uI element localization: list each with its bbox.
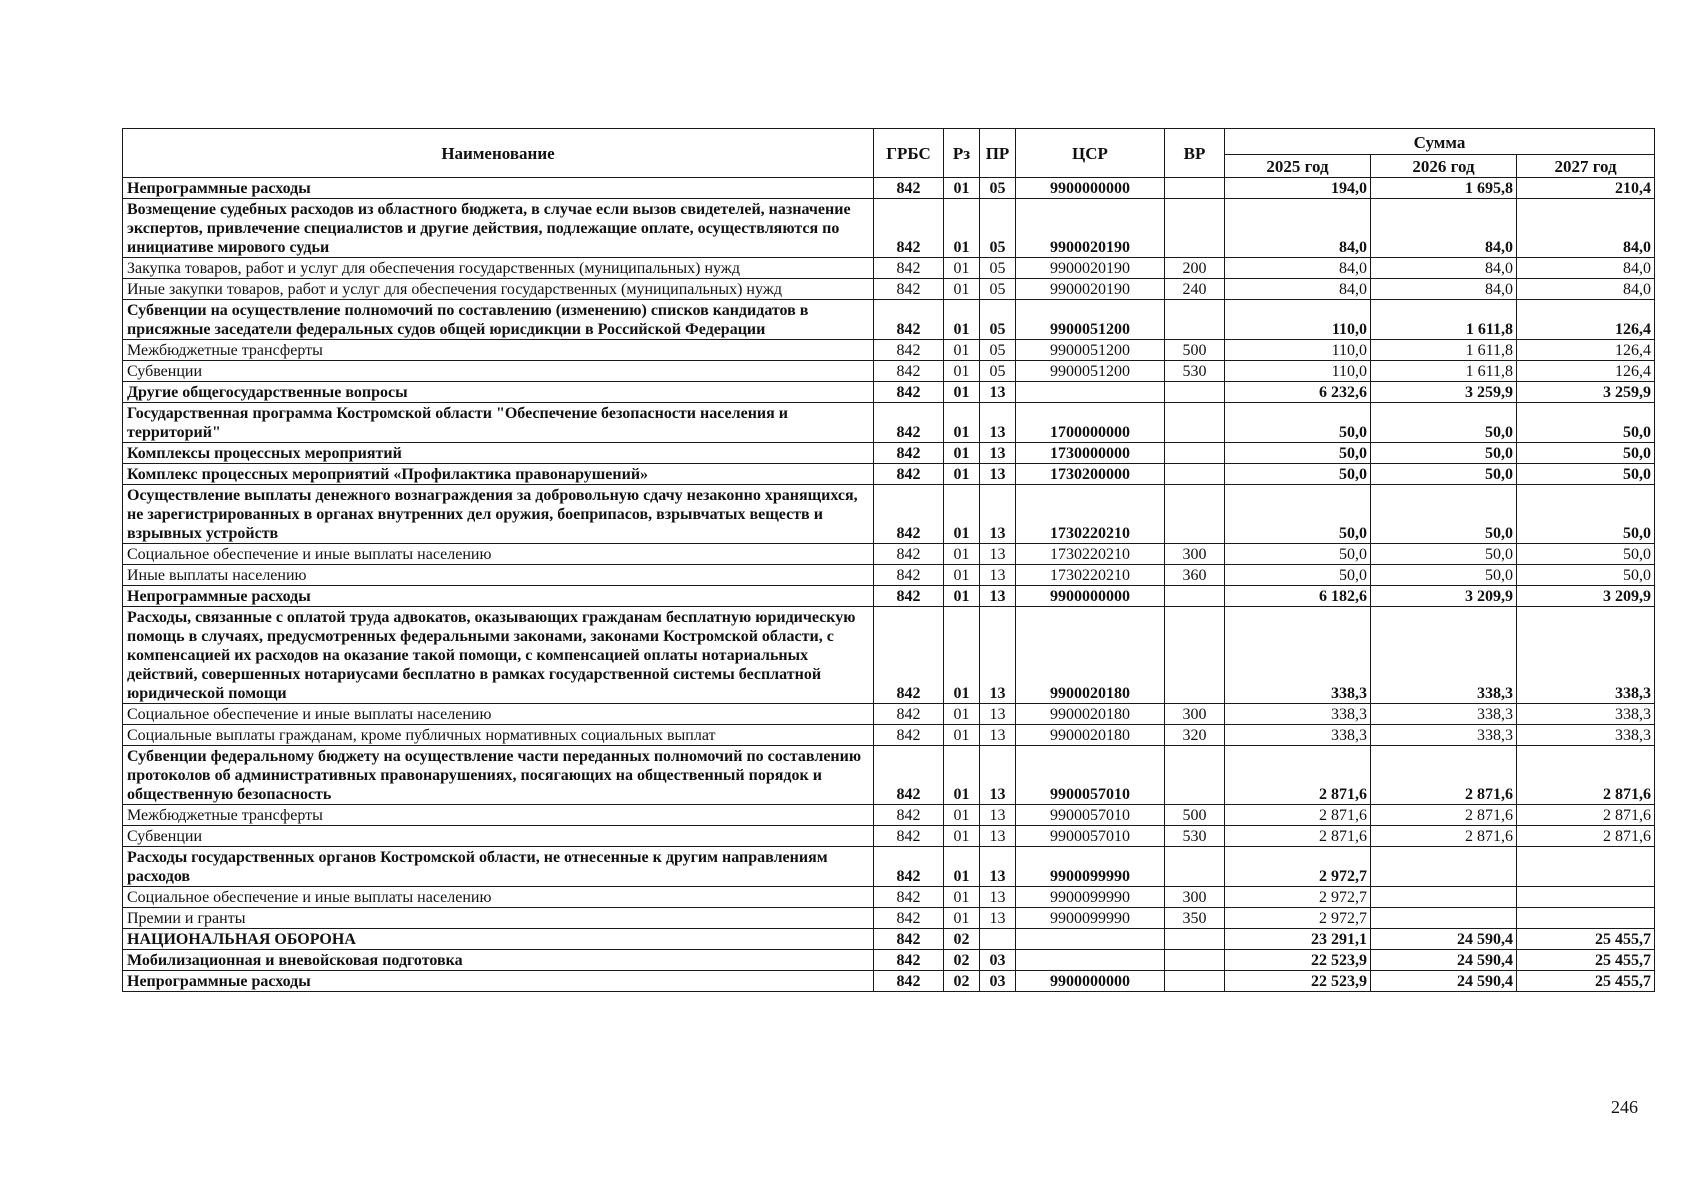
table-row	[123, 279, 1655, 300]
cell-2027: 50,0	[1517, 565, 1655, 586]
cell-pr: 05	[980, 178, 1016, 199]
cell-pr: 13	[980, 746, 1016, 805]
header-rz: Рз	[944, 129, 980, 178]
cell-rz: 01	[944, 464, 980, 485]
cell-rz: 01	[944, 826, 980, 847]
cell-vr: 350	[1165, 908, 1225, 929]
cell-pr: 05	[980, 258, 1016, 279]
cell-2026: 2 871,6	[1371, 746, 1517, 805]
cell-rz: 01	[944, 908, 980, 929]
cell-pr: 13	[980, 443, 1016, 464]
cell-2025: 2 871,6	[1225, 746, 1371, 805]
cell-rz: 01	[944, 887, 980, 908]
table-row	[123, 464, 1655, 485]
cell-name: Осуществление выплаты денежного вознаграждения за добровольную сдачу незаконно хранящихся, не зарегистрированных в органах внутренних дел оружия, боеприпасов, взрывчатых веществ и взрывных устройств	[123, 485, 874, 544]
cell-csr	[1016, 950, 1165, 971]
cell-2027: 126,4	[1517, 361, 1655, 382]
cell-grbs: 842	[874, 971, 944, 992]
cell-name: Межбюджетные трансферты	[123, 340, 874, 361]
cell-rz: 01	[944, 443, 980, 464]
table-row	[123, 258, 1655, 279]
cell-2025: 84,0	[1225, 199, 1371, 258]
cell-name: Социальное обеспечение и иные выплаты населению	[123, 704, 874, 725]
cell-vr: 300	[1165, 704, 1225, 725]
cell-vr	[1165, 485, 1225, 544]
cell-rz: 01	[944, 847, 980, 887]
cell-2027: 338,3	[1517, 725, 1655, 746]
cell-csr: 9900057010	[1016, 746, 1165, 805]
cell-2025: 50,0	[1225, 464, 1371, 485]
cell-2025: 2 871,6	[1225, 805, 1371, 826]
cell-csr: 9900020190	[1016, 279, 1165, 300]
cell-csr: 9900051200	[1016, 340, 1165, 361]
cell-2027	[1517, 908, 1655, 929]
table-row	[123, 908, 1655, 929]
table-row	[123, 586, 1655, 607]
cell-2025: 84,0	[1225, 258, 1371, 279]
cell-2025: 110,0	[1225, 361, 1371, 382]
cell-csr	[1016, 382, 1165, 403]
cell-2027: 338,3	[1517, 704, 1655, 725]
cell-2026: 50,0	[1371, 403, 1517, 443]
cell-grbs: 842	[874, 382, 944, 403]
cell-2027: 84,0	[1517, 279, 1655, 300]
cell-pr: 13	[980, 565, 1016, 586]
cell-name: Мобилизационная и вневойсковая подготовка	[123, 950, 874, 971]
cell-2026: 1 611,8	[1371, 300, 1517, 340]
cell-vr	[1165, 199, 1225, 258]
budget-table	[122, 128, 1655, 992]
cell-name: Иные выплаты населению	[123, 565, 874, 586]
cell-name: Субвенции	[123, 361, 874, 382]
cell-2026: 84,0	[1371, 258, 1517, 279]
table-row	[123, 485, 1655, 544]
cell-2026: 1 611,8	[1371, 361, 1517, 382]
cell-vr: 240	[1165, 279, 1225, 300]
cell-2026: 338,3	[1371, 704, 1517, 725]
table-row	[123, 746, 1655, 805]
header-vr: ВР	[1165, 129, 1225, 178]
cell-name: Межбюджетные трансферты	[123, 805, 874, 826]
cell-csr: 1700000000	[1016, 403, 1165, 443]
cell-vr	[1165, 929, 1225, 950]
cell-2027: 25 455,7	[1517, 971, 1655, 992]
cell-pr: 05	[980, 340, 1016, 361]
cell-vr	[1165, 971, 1225, 992]
cell-2025: 22 523,9	[1225, 950, 1371, 971]
cell-vr: 530	[1165, 826, 1225, 847]
cell-pr: 13	[980, 586, 1016, 607]
header-name: Наименование	[123, 129, 874, 178]
table-row	[123, 565, 1655, 586]
cell-2027: 84,0	[1517, 258, 1655, 279]
cell-csr: 9900000000	[1016, 178, 1165, 199]
cell-2027: 25 455,7	[1517, 950, 1655, 971]
cell-2027: 126,4	[1517, 300, 1655, 340]
cell-2027: 338,3	[1517, 607, 1655, 704]
cell-pr: 05	[980, 279, 1016, 300]
cell-pr: 13	[980, 607, 1016, 704]
table-row	[123, 178, 1655, 199]
table-row	[123, 361, 1655, 382]
cell-2027: 50,0	[1517, 464, 1655, 485]
cell-2026: 50,0	[1371, 443, 1517, 464]
cell-2027: 84,0	[1517, 199, 1655, 258]
cell-rz: 01	[944, 565, 980, 586]
cell-2025: 338,3	[1225, 607, 1371, 704]
cell-pr: 13	[980, 908, 1016, 929]
cell-2025: 6 182,6	[1225, 586, 1371, 607]
cell-grbs: 842	[874, 607, 944, 704]
cell-2027: 25 455,7	[1517, 929, 1655, 950]
cell-2026: 50,0	[1371, 464, 1517, 485]
cell-name: Социальное обеспечение и иные выплаты населению	[123, 887, 874, 908]
cell-grbs: 842	[874, 485, 944, 544]
table-header	[123, 129, 1655, 178]
cell-vr	[1165, 950, 1225, 971]
cell-rz: 02	[944, 971, 980, 992]
cell-csr: 9900099990	[1016, 908, 1165, 929]
cell-vr: 320	[1165, 725, 1225, 746]
table-row	[123, 847, 1655, 887]
cell-2025: 194,0	[1225, 178, 1371, 199]
budget-sheet	[122, 128, 1654, 992]
table-row	[123, 607, 1655, 704]
table-row	[123, 340, 1655, 361]
cell-name: НАЦИОНАЛЬНАЯ ОБОРОНА	[123, 929, 874, 950]
cell-name: Субвенции на осуществление полномочий по составлению (изменению) списков кандидатов в присяжные заседатели федеральных судов общей юрисдикции в Российской Федерации	[123, 300, 874, 340]
cell-vr	[1165, 300, 1225, 340]
cell-2027	[1517, 847, 1655, 887]
cell-2025: 50,0	[1225, 403, 1371, 443]
cell-grbs: 842	[874, 340, 944, 361]
header-pr: ПР	[980, 129, 1016, 178]
table-row	[123, 199, 1655, 258]
cell-csr: 9900000000	[1016, 971, 1165, 992]
cell-rz: 01	[944, 279, 980, 300]
cell-pr: 03	[980, 971, 1016, 992]
cell-2025: 22 523,9	[1225, 971, 1371, 992]
cell-grbs: 842	[874, 929, 944, 950]
table-row	[123, 826, 1655, 847]
cell-vr: 300	[1165, 544, 1225, 565]
cell-vr	[1165, 464, 1225, 485]
cell-vr	[1165, 607, 1225, 704]
cell-2026: 338,3	[1371, 725, 1517, 746]
table-row	[123, 929, 1655, 950]
header-sum: Сумма	[1225, 129, 1655, 155]
cell-name: Комплексы процессных мероприятий	[123, 443, 874, 464]
cell-2027: 210,4	[1517, 178, 1655, 199]
cell-pr: 13	[980, 847, 1016, 887]
cell-grbs: 842	[874, 908, 944, 929]
cell-2026	[1371, 847, 1517, 887]
cell-vr	[1165, 382, 1225, 403]
cell-csr: 9900099990	[1016, 847, 1165, 887]
cell-2027: 50,0	[1517, 544, 1655, 565]
cell-grbs: 842	[874, 826, 944, 847]
cell-csr: 1730220210	[1016, 565, 1165, 586]
cell-grbs: 842	[874, 746, 944, 805]
cell-grbs: 842	[874, 586, 944, 607]
cell-vr: 500	[1165, 340, 1225, 361]
cell-vr	[1165, 403, 1225, 443]
cell-grbs: 842	[874, 300, 944, 340]
cell-pr: 13	[980, 485, 1016, 544]
cell-2027: 3 259,9	[1517, 382, 1655, 403]
cell-2025: 50,0	[1225, 485, 1371, 544]
table-row	[123, 950, 1655, 971]
cell-name: Закупка товаров, работ и услуг для обеспечения государственных (муниципальных) нужд	[123, 258, 874, 279]
cell-2026: 50,0	[1371, 544, 1517, 565]
cell-rz: 01	[944, 361, 980, 382]
cell-2027	[1517, 887, 1655, 908]
table-row	[123, 300, 1655, 340]
cell-csr: 9900099990	[1016, 887, 1165, 908]
cell-2025: 110,0	[1225, 300, 1371, 340]
cell-2025: 338,3	[1225, 704, 1371, 725]
cell-pr: 13	[980, 887, 1016, 908]
cell-2026: 50,0	[1371, 485, 1517, 544]
cell-pr: 13	[980, 805, 1016, 826]
cell-name: Другие общегосударственные вопросы	[123, 382, 874, 403]
cell-vr	[1165, 586, 1225, 607]
cell-rz: 01	[944, 704, 980, 725]
cell-pr: 13	[980, 544, 1016, 565]
cell-rz: 01	[944, 178, 980, 199]
cell-grbs: 842	[874, 887, 944, 908]
cell-vr: 360	[1165, 565, 1225, 586]
cell-csr: 9900020190	[1016, 258, 1165, 279]
cell-vr	[1165, 178, 1225, 199]
cell-2027: 50,0	[1517, 403, 1655, 443]
cell-name: Комплекс процессных мероприятий «Профилактика правонарушений»	[123, 464, 874, 485]
cell-grbs: 842	[874, 361, 944, 382]
cell-csr: 1730000000	[1016, 443, 1165, 464]
cell-grbs: 842	[874, 725, 944, 746]
cell-grbs: 842	[874, 258, 944, 279]
cell-rz: 01	[944, 586, 980, 607]
cell-2026: 2 871,6	[1371, 826, 1517, 847]
cell-2027: 50,0	[1517, 443, 1655, 464]
cell-2026: 84,0	[1371, 279, 1517, 300]
cell-grbs: 842	[874, 544, 944, 565]
cell-csr: 9900020190	[1016, 199, 1165, 258]
header-year-2025: 2025 год	[1225, 155, 1371, 178]
cell-pr: 13	[980, 382, 1016, 403]
cell-2027: 2 871,6	[1517, 805, 1655, 826]
cell-vr: 200	[1165, 258, 1225, 279]
cell-rz: 01	[944, 403, 980, 443]
header-grbs: ГРБС	[874, 129, 944, 178]
cell-grbs: 842	[874, 279, 944, 300]
cell-2025: 2 972,7	[1225, 887, 1371, 908]
cell-2026: 24 590,4	[1371, 950, 1517, 971]
cell-2026: 24 590,4	[1371, 971, 1517, 992]
cell-2025: 50,0	[1225, 565, 1371, 586]
cell-2027: 2 871,6	[1517, 746, 1655, 805]
cell-rz: 01	[944, 340, 980, 361]
cell-name: Социальное обеспечение и иные выплаты населению	[123, 544, 874, 565]
cell-pr: 13	[980, 704, 1016, 725]
table-row	[123, 704, 1655, 725]
cell-rz: 01	[944, 805, 980, 826]
cell-name: Субвенции	[123, 826, 874, 847]
cell-2025: 84,0	[1225, 279, 1371, 300]
cell-vr: 500	[1165, 805, 1225, 826]
cell-2025: 2 972,7	[1225, 847, 1371, 887]
cell-pr: 05	[980, 361, 1016, 382]
cell-name: Непрограммные расходы	[123, 586, 874, 607]
cell-grbs: 842	[874, 443, 944, 464]
cell-rz: 01	[944, 746, 980, 805]
cell-2026: 3 259,9	[1371, 382, 1517, 403]
cell-csr: 1730200000	[1016, 464, 1165, 485]
cell-vr	[1165, 847, 1225, 887]
cell-name: Непрограммные расходы	[123, 971, 874, 992]
table-row	[123, 544, 1655, 565]
cell-2027: 3 209,9	[1517, 586, 1655, 607]
cell-2026	[1371, 908, 1517, 929]
cell-grbs: 842	[874, 199, 944, 258]
cell-pr: 13	[980, 403, 1016, 443]
cell-rz: 01	[944, 382, 980, 403]
table-row	[123, 887, 1655, 908]
cell-csr: 1730220210	[1016, 544, 1165, 565]
cell-name: Социальные выплаты гражданам, кроме публичных нормативных социальных выплат	[123, 725, 874, 746]
cell-rz: 02	[944, 950, 980, 971]
table-row	[123, 971, 1655, 992]
cell-rz: 01	[944, 199, 980, 258]
cell-name: Непрограммные расходы	[123, 178, 874, 199]
cell-pr: 05	[980, 199, 1016, 258]
cell-csr: 9900000000	[1016, 586, 1165, 607]
table-row	[123, 382, 1655, 403]
cell-csr: 9900051200	[1016, 361, 1165, 382]
cell-name: Расходы государственных органов Костромской области, не отнесенные к другим направлениям расходов	[123, 847, 874, 887]
cell-csr: 9900057010	[1016, 826, 1165, 847]
table-row	[123, 443, 1655, 464]
cell-2027: 126,4	[1517, 340, 1655, 361]
cell-rz: 01	[944, 725, 980, 746]
cell-csr: 9900051200	[1016, 300, 1165, 340]
cell-rz: 01	[944, 485, 980, 544]
cell-2026: 84,0	[1371, 199, 1517, 258]
cell-vr: 300	[1165, 887, 1225, 908]
cell-pr: 03	[980, 950, 1016, 971]
table-row	[123, 805, 1655, 826]
header-year-2026: 2026 год	[1371, 155, 1517, 178]
cell-vr	[1165, 443, 1225, 464]
cell-rz: 01	[944, 258, 980, 279]
cell-grbs: 842	[874, 178, 944, 199]
table-row	[123, 725, 1655, 746]
cell-rz: 01	[944, 607, 980, 704]
cell-2025: 6 232,6	[1225, 382, 1371, 403]
cell-grbs: 842	[874, 565, 944, 586]
table-row	[123, 403, 1655, 443]
cell-grbs: 842	[874, 950, 944, 971]
cell-name: Расходы, связанные с оплатой труда адвокатов, оказывающих гражданам бесплатную юридическую помощь в случаях, предусмотренных федеральными законами, законами Костромской области, с компенсацией их расходов на оказание такой помощи, с компенсацией оплаты нотариальных действий, совершенных нотариусами бесплатно в рамках государственной системы бесплатной юридической помощи	[123, 607, 874, 704]
cell-name: Государственная программа Костромской области "Обеспечение безопасности населения и территорий"	[123, 403, 874, 443]
cell-pr	[980, 929, 1016, 950]
cell-2025: 50,0	[1225, 443, 1371, 464]
cell-vr: 530	[1165, 361, 1225, 382]
cell-rz: 01	[944, 544, 980, 565]
table-body	[123, 178, 1655, 992]
cell-name: Премии и гранты	[123, 908, 874, 929]
cell-2026: 50,0	[1371, 565, 1517, 586]
cell-name: Иные закупки товаров, работ и услуг для обеспечения государственных (муниципальных) нужд	[123, 279, 874, 300]
cell-2026: 1 695,8	[1371, 178, 1517, 199]
cell-pr: 13	[980, 725, 1016, 746]
cell-2026: 338,3	[1371, 607, 1517, 704]
cell-grbs: 842	[874, 403, 944, 443]
cell-csr: 9900020180	[1016, 725, 1165, 746]
cell-2025: 23 291,1	[1225, 929, 1371, 950]
cell-csr: 9900057010	[1016, 805, 1165, 826]
cell-2026: 3 209,9	[1371, 586, 1517, 607]
page-number: 246	[1611, 1097, 1638, 1117]
cell-name: Субвенции федеральному бюджету на осуществление части переданных полномочий по составлению протоколов об административных правонарушениях, посягающих на общественный порядок и общественную безопасность	[123, 746, 874, 805]
cell-2025: 2 972,7	[1225, 908, 1371, 929]
cell-rz: 01	[944, 300, 980, 340]
cell-2026: 1 611,8	[1371, 340, 1517, 361]
cell-2025: 2 871,6	[1225, 826, 1371, 847]
header-year-2027: 2027 год	[1517, 155, 1655, 178]
cell-name: Возмещение судебных расходов из областного бюджета, в случае если вызов свидетелей, назначение экспертов, привлечение специалистов и другие действия, подлежащие оплате, осуществляются по инициативе мирового судьи	[123, 199, 874, 258]
cell-2025: 338,3	[1225, 725, 1371, 746]
cell-2027: 50,0	[1517, 485, 1655, 544]
cell-2026	[1371, 887, 1517, 908]
cell-2025: 110,0	[1225, 340, 1371, 361]
cell-grbs: 842	[874, 805, 944, 826]
header-csr: ЦСР	[1016, 129, 1165, 178]
cell-2026: 24 590,4	[1371, 929, 1517, 950]
cell-vr	[1165, 746, 1225, 805]
cell-2025: 50,0	[1225, 544, 1371, 565]
cell-pr: 05	[980, 300, 1016, 340]
cell-grbs: 842	[874, 847, 944, 887]
cell-csr: 9900020180	[1016, 704, 1165, 725]
cell-pr: 13	[980, 464, 1016, 485]
cell-grbs: 842	[874, 464, 944, 485]
cell-csr: 1730220210	[1016, 485, 1165, 544]
cell-csr: 9900020180	[1016, 607, 1165, 704]
cell-csr	[1016, 929, 1165, 950]
cell-2027: 2 871,6	[1517, 826, 1655, 847]
cell-2026: 2 871,6	[1371, 805, 1517, 826]
cell-pr: 13	[980, 826, 1016, 847]
cell-rz: 02	[944, 929, 980, 950]
cell-grbs: 842	[874, 704, 944, 725]
